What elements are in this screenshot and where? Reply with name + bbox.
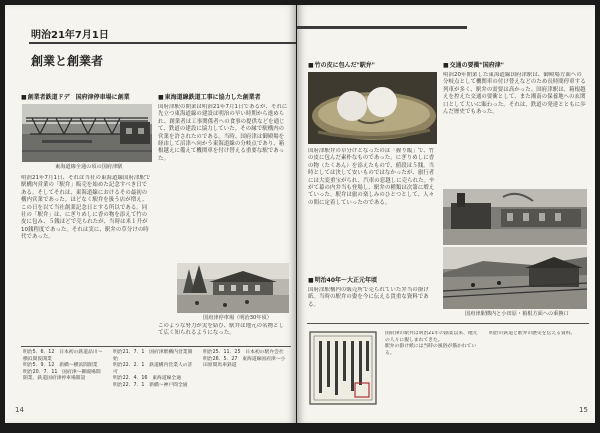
onigiri-photo (308, 72, 437, 144)
right-page (297, 5, 595, 423)
page-number-left: 14 (15, 406, 24, 414)
photo-caption-platform: 国府津駅構内と小田原・箱根方面への乗換口 (465, 311, 569, 317)
note-item: 明治の鉄道と駅弁の歴史を伝える資料。 (489, 331, 576, 336)
timeline-entry: 明治5．6．12 日本初の鉄道品川～横浜間仮開業 (23, 350, 103, 362)
note-item: 国府津の駅弁は明治21年の創業以来、地元の人々に親しまれてきた。 (385, 331, 478, 343)
timeline-col-1 (23, 350, 105, 383)
section-body-kozu: 明治20年開業した東海道線国府津駅は、御殿場方面への分岐点として機関車の付け替えなどのため長時間停車する列車が多く、駅弁の需要は高かった。国府津駅は、箱根越えを控えた交通の要衝として、また湘南の保養地への玄関口として大いに賑わった。それは、鉄道の発達とともに歩んだ歴史でもあった。 (443, 72, 586, 116)
chapter-title: 創業と創業者 (31, 54, 104, 68)
station-photo-2 (177, 263, 289, 313)
station-photo-1 (22, 104, 152, 162)
section-heading-cooperation: ■ 東海道線鉄道工事に協力した創業者 (158, 94, 261, 102)
section-heading-founding: ■ 創業者鉄道ドデ 国府津停車場に創業 (21, 94, 130, 102)
header-bar (297, 26, 467, 29)
timeline-col-2 (113, 350, 195, 390)
timeline-entry: 明治22．2．1 鉄道構内営業人の許可 (113, 363, 193, 375)
title-underline (29, 42, 296, 44)
timeline-col-3 (203, 350, 287, 370)
timeline-divider (21, 346, 291, 347)
station-square-photo (443, 189, 587, 245)
timeline-entry: 明治25．11．25 日本初の駅弁会社 (203, 350, 284, 355)
note-item: 駅弁の掛け紙には当時の風俗が描かれている。 (385, 344, 477, 356)
page-number-right: 15 (579, 406, 588, 414)
notes-column-2 (489, 331, 587, 405)
section-heading-kozu: ■ 交通の要衝"国府津" (443, 62, 504, 70)
timeline-entry: 明治20．7．11 国府津～御殿場間開業、鉄道国府津停車場開設 (23, 369, 101, 382)
timeline-entry: 明治5．9．12 新橋～横浜間開業 (23, 363, 98, 369)
section-heading-wrapper: ■ 明治40年～大正元年頃 (308, 277, 377, 285)
photo-caption-2: 国府津停車場（明治30年頃） (203, 315, 272, 321)
timeline-entry: 明治26．5．27 東海道線国府津～小田原間馬車鉄道 (203, 356, 286, 369)
left-page (5, 5, 296, 423)
photo-caption-1: 東海道線全通の頃の国府津駅 (55, 164, 123, 170)
section-heading-ekiben: ■ 竹の皮に包んだ"駅弁" (308, 62, 375, 70)
wrapper-stamp-image (309, 331, 377, 405)
timeline-entry: 明治22．7．1 新橋～神戸間全通 (113, 382, 188, 388)
notes-column-1 (385, 331, 481, 405)
platform-photo (443, 247, 587, 309)
section-body-founding: 明治21年7月1日、それは当社の東海道線国府津駅で駅構内営業の「駅弁」販売を始めた記念すべき日である。そしてそれは、東海道線におけるその最初の構内営業であった。ほどなく駅弁を扱う店が増え、この日を以て当社創業記念日とする所以である。同社の「駅弁」は、にぎりめしに香の物を添えて竹の皮に包み、５銭ほどで売られたが、当時は米１升が10銭程度であった。それは実に、駅弁の草分けの時代であった。 (21, 175, 151, 241)
section-body-cooperation-2: このような努力が実を結び、駅弁は地元の名物として広く知られるようになった。 (158, 323, 285, 337)
section-body-wrapper: 国府津駅構内の販売所で売られていた弁当の掛け紙。当時の駅弁の姿を今に伝える貴重な資料である。 (308, 287, 429, 308)
section-body-cooperation-1: 国府津駅の開業は明治21年7月1日であるが、それに先立つ東海道線の建設は明治の早い時期から進められ、創業者は工事関係者への食事の提供などを通じて、鉄道の建設に協力していた。その縁で駅構内の営業を許されたのである。当時、国府津は御殿場を経由して沼津へ向かう東海道線の分岐点であり、箱根越えに備えて機関車を付け替える重要な駅であった。 (158, 104, 288, 162)
notes-divider (307, 323, 589, 324)
timeline-entry: 明治21．7．1 国府津駅構内営業開始 (113, 350, 193, 362)
section-body-ekiben: 国府津駅弁の草分けとなったのは「握り飯」で、竹の皮に包んだ素朴なものであった。にぎりめしに香の物（たくあん）を添えたもので、値段は５銭。当時としては決して安いものではなかったが、旅行者には大変重宝がられ、汽車の窓越しに売られた。やがて幕の内弁当も登場し、駅弁の種類は次第に増えていった。駅弁は旅の楽しみのひとつとして、人々の間に定着していったのである。 (308, 148, 435, 206)
date-label: 明治21年7月1日 (31, 30, 109, 41)
timeline-entry: 明治22．4．16 東海道線全通 (113, 376, 182, 382)
